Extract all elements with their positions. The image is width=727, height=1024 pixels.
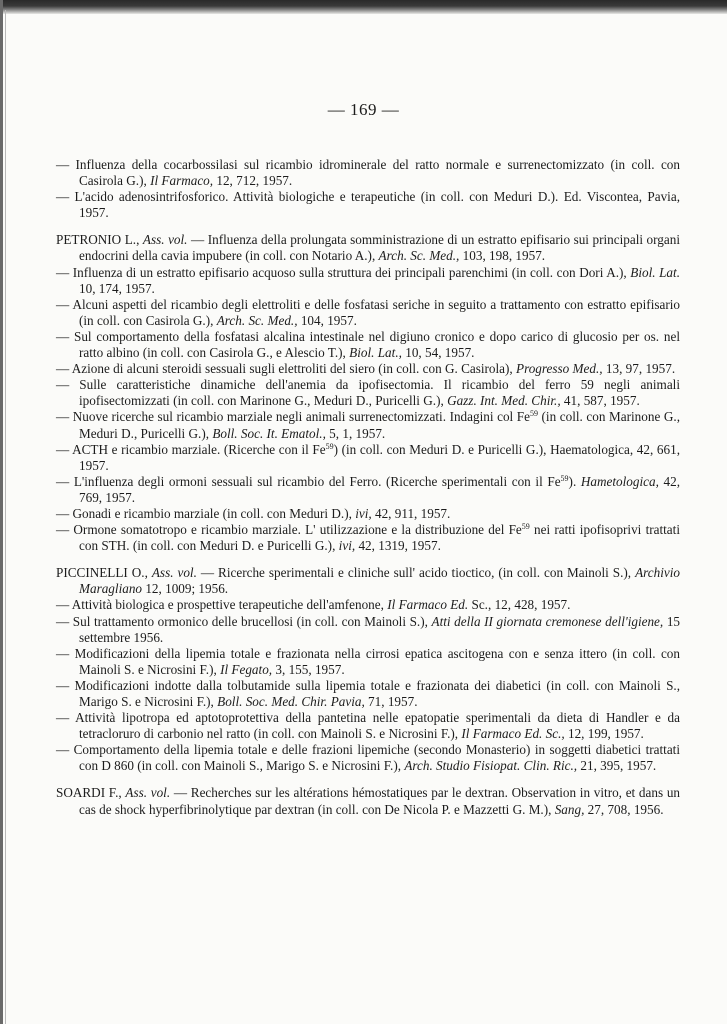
bibliography-entry: [56, 646, 680, 678]
bibliography-entry: [56, 361, 680, 377]
journal-title: Atti della II giornata cremonese dell'igiene,: [431, 613, 664, 629]
journal-title: Il Farmaco Ed.: [387, 597, 469, 613]
entry-text: 13, 97, 1957.: [602, 361, 676, 377]
entry-text: SOARDI F.,: [56, 785, 126, 801]
entry-text: — Modificazioni indotte dalla tolbutamide sulla lipemia totale e frazionata dei diabetici (in coll. con Mainoli S., Marigo S. e Nicrosini F.),: [56, 677, 680, 709]
entry-text: 27, 708, 1956.: [584, 801, 664, 817]
entry-text: 10, 54, 1957.: [401, 345, 475, 361]
journal-title: ivi,: [355, 505, 372, 521]
entry-text: — Modificazioni della lipemia totale e frazionata nella cirrosi epatica ascitogena con e senza ittero (in coll. con Mainoli S. e Nicrosini F.),: [56, 645, 680, 677]
journal-title: Archivio Maragliano: [79, 565, 680, 597]
journal-title: Arch. Studio Fisiopat. Clin. Ric.,: [404, 758, 578, 774]
bibliography-list: [56, 157, 680, 829]
bibliography-entry: [56, 506, 680, 522]
entry-text: 21, 395, 1957.: [577, 758, 657, 774]
journal-title: Il Fegato,: [220, 661, 273, 677]
journal-title: Biol. Lat.,: [349, 345, 402, 361]
journal-title: Biol. Lat.: [630, 264, 680, 280]
entry-text: 3, 155, 1957.: [272, 661, 345, 677]
bibliography-entry: [56, 785, 680, 817]
entry-text: — Sulle caratteristiche dinamiche dell'anemia da ipofisectomia. Il ricambio del ferro 59 negli animali ipofisectomizzati (in coll. con Marinone G., Meduri D., Puricelli G.),: [56, 377, 680, 409]
entry-text: — Ormone somatotropo e ricambio marziale. L' utilizzazione e la distribuzione del Fe: [56, 522, 522, 538]
entry-text: PETRONIO L.,: [56, 232, 143, 248]
bibliography-entry: [56, 474, 680, 506]
bibliography-section: [56, 157, 680, 221]
bibliography-section: [56, 565, 680, 774]
entry-text: — L'acido adenosintrifosforico. Attività biologiche e terapeutiche (in coll. con Meduri D.). Ed. Viscontea, Pavia, 1957.: [56, 189, 680, 221]
bibliography-entry: [56, 377, 680, 409]
entry-text: (in coll. con Marinone G., Meduri D., Puricelli G.),: [79, 409, 680, 441]
scan-border-top: [0, 0, 727, 14]
entry-text: 71, 1957.: [364, 694, 418, 709]
entry-text: 103, 198, 1957.: [459, 248, 546, 264]
bibliography-entry: [56, 678, 680, 710]
entry-text: 12, 712, 1957.: [213, 173, 293, 189]
isotope-superscript: 59: [529, 409, 538, 419]
entry-text: 42, 769, 1957.: [79, 473, 681, 505]
entry-text: 42, 911, 1957.: [371, 505, 451, 521]
bibliography-entry: [56, 232, 680, 264]
bibliography-entry: [56, 409, 680, 441]
entry-text: 42, 1319, 1957.: [355, 538, 441, 554]
entry-text: — Azione di alcuni steroidi sessuali sugli elettroliti del siero (in coll. con G. Casirola),: [56, 361, 517, 377]
journal-title: Boll. Soc. Med. Chir. Pavia,: [217, 694, 365, 709]
journal-title: Arch. Sc. Med.,: [378, 248, 460, 264]
journal-title: Il Farmaco,: [150, 173, 214, 189]
entry-text: — L'influenza degli ormoni sessuali sul ricambio del Ferro. (Ricerche sperimentali con il Fe: [56, 473, 561, 489]
entry-text: — Influenza di un estratto epifisario acquoso sulla struttura dei principali parenchimi (in coll. con Dori A.),: [56, 264, 631, 280]
journal-title: Boll. Soc. It. Ematol.,: [212, 425, 326, 441]
scan-border-left-line: [5, 10, 6, 1024]
entry-text: ).: [568, 473, 581, 489]
bibliography-entry: [56, 742, 680, 774]
bibliography-entry: [56, 710, 680, 742]
isotope-superscript: 59: [560, 473, 569, 483]
bibliography-entry: [56, 614, 680, 646]
bibliography-entry: [56, 565, 680, 597]
entry-text: — Sul trattamento ormonico delle brucellosi (in coll. con Mainoli S.),: [56, 613, 432, 629]
journal-title: Sang,: [554, 801, 585, 817]
entry-text: — Influenza della prolungata somministrazione di un estratto epifisario sui principali organi endocrini della cavia impubere (in coll. con Notario A.),: [79, 232, 681, 264]
journal-title: Il Farmaco Ed. Sc.,: [461, 726, 565, 742]
entry-text: PICCINELLI O.,: [56, 565, 152, 581]
isotope-superscript: 59: [325, 441, 334, 451]
journal-title: ivi,: [338, 538, 356, 554]
bibliography-entry: [56, 265, 680, 297]
scan-border-left: [0, 0, 3, 1024]
entry-text: nei ratti ipofisoprivi trattati con STH. (in coll. con Meduri D. e Puricelli G.),: [79, 522, 680, 554]
bibliography-entry: [56, 442, 680, 474]
entry-text: ) (in coll. con Meduri D. e Puricelli G.), Haematologica, 42, 661, 1957.: [79, 441, 680, 473]
journal-title: Ass. vol.: [125, 785, 171, 801]
entry-text: — Nuove ricerche sul ricambio marziale negli animali surrenectomizzati. Indagini col Fe: [56, 409, 530, 425]
bibliography-entry: [56, 297, 680, 329]
bibliography-entry: [56, 522, 680, 554]
entry-text: Sc., 12, 428, 1957.: [468, 597, 571, 613]
bibliography-section: [56, 232, 680, 554]
journal-title: Progresso Med.,: [516, 361, 603, 377]
bibliography-entry: [56, 597, 680, 613]
entry-text: 104, 1957.: [297, 312, 357, 328]
journal-title: Gazz. Int. Med. Chir.,: [447, 393, 561, 409]
journal-title: Ass. vol.: [151, 565, 197, 581]
bibliography-section: [56, 785, 680, 817]
bibliography-entry: [56, 189, 680, 221]
entry-text: 10, 174, 1957.: [79, 280, 155, 296]
isotope-superscript: 59: [521, 522, 530, 532]
journal-title: Arch. Sc. Med.,: [216, 312, 298, 328]
entry-text: — ACTH e ricambio marziale. (Ricerche con il Fe: [56, 441, 326, 457]
entry-text: — Recherches sur les altérations hémostatiques par le dextran. Observation in vitro, et dans un cas de shock hyperfibrinolytique par dextran (in coll. con De Nicola P. e Mazzetti G. M.),: [79, 785, 681, 817]
entry-text: — Ricerche sperimentali e cliniche sull' acido tioctico, (in coll. con Mainoli S.),: [196, 565, 636, 581]
page-number: — 169 —: [327, 100, 400, 119]
journal-title: Ass. vol.: [142, 232, 188, 248]
entry-text: — Influenza della cocarbossilasi sul ricambio idrominerale del ratto normale e surrenectomizzato (in coll. con Casirola G.),: [56, 157, 680, 189]
entry-text: 12, 1009; 1956.: [142, 581, 229, 597]
bibliography-entry: [56, 329, 680, 361]
entry-text: 15 settembre 1956.: [79, 613, 681, 645]
entry-text: 12, 199, 1957.: [564, 726, 644, 742]
entry-text: — Comportamento della lipemia totale e delle frazioni lipemiche (secondo Monasterio) in soggetti diabetici trattati con D 860 (in coll. con Mainoli S., Marigo S. e Nicrosini F.),: [56, 742, 680, 774]
entry-text: — Attività biologica e prospettive terapeutiche dell'amfenone,: [56, 597, 388, 613]
journal-title: Hametologica,: [580, 473, 659, 489]
entry-text: 5, 1, 1957.: [325, 425, 386, 441]
entry-text: — Gonadi e ricambio marziale (in coll. con Meduri D.),: [56, 505, 356, 521]
entry-text: — Attività lipotropa ed aptotoprotettiva della pantetina nelle epatopatie sperimentali da dieta di Handler e da tetracloruro di carbonio nel ratto (in coll. con Mainoli S. e Nicrosini F.),: [56, 710, 680, 742]
entry-text: — Alcuni aspetti del ricambio degli elettroliti e delle fosfatasi seriche in seguito a trattamento con estratto epifisario (in coll. con Casirola G.),: [56, 296, 680, 328]
entry-text: — Sul comportamento della fosfatasi alcalina intestinale nel digiuno cronico e dopo carico di glucosio per os. nel ratto albino (in coll. con Casirola G., e Alescio T.),: [56, 328, 680, 361]
bibliography-entry: [56, 157, 680, 189]
entry-text: 41, 587, 1957.: [560, 393, 640, 409]
